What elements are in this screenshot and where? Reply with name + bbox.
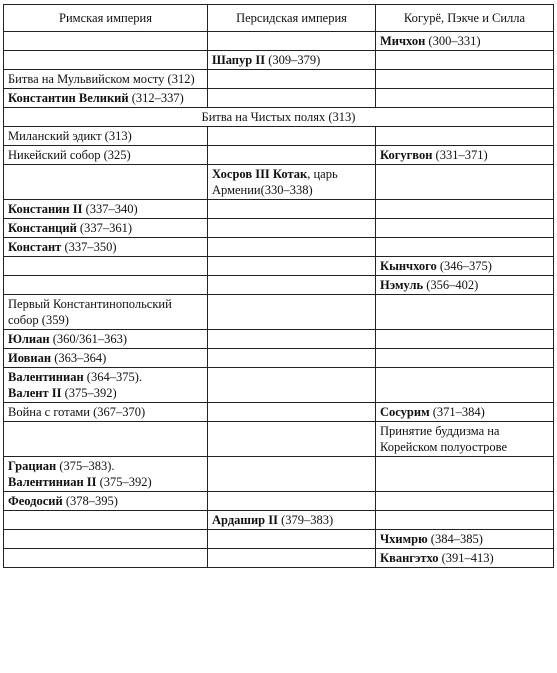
ruler-name: Нэмуль [380, 278, 424, 292]
table-row [4, 165, 554, 200]
table-row [4, 330, 554, 349]
table-row [4, 368, 554, 403]
cell-korean [376, 368, 554, 403]
cell-roman [4, 257, 208, 276]
cell-persian [208, 219, 376, 238]
cell-roman [4, 32, 208, 51]
cell-roman [4, 146, 208, 165]
table-row [4, 219, 554, 238]
entry-text: (363–364) [51, 351, 107, 365]
ruler-name: Констант [8, 240, 62, 254]
cell-persian [208, 530, 376, 549]
cell-korean [376, 238, 554, 257]
table-row [4, 238, 554, 257]
cell-korean [376, 165, 554, 200]
entry-text: (375–392) [96, 475, 152, 489]
cell-persian [208, 32, 376, 51]
cell-roman [4, 165, 208, 200]
cell-persian [208, 70, 376, 89]
ruler-name: Валент II [8, 386, 62, 400]
ruler-name: Чхимрю [380, 532, 428, 546]
cell-roman [4, 70, 208, 89]
table-row [4, 530, 554, 549]
cell-roman [4, 403, 208, 422]
cell-roman [4, 457, 208, 492]
cell-roman [4, 51, 208, 70]
cell-persian [208, 492, 376, 511]
cell-persian [208, 422, 376, 457]
cell-korean [376, 127, 554, 146]
cell-roman [4, 89, 208, 108]
cell-persian [208, 238, 376, 257]
ruler-name: Сосурим [380, 405, 430, 419]
entry-text: (309–379) [265, 53, 321, 67]
entry-text: (356–402) [423, 278, 479, 292]
cell-persian [208, 51, 376, 70]
table-row [4, 257, 554, 276]
entry-text: Битва на Мульвийском мосту (312) [8, 72, 195, 86]
cell-persian [208, 549, 376, 568]
entry-text: , царь Армении(330–338) [212, 167, 338, 197]
table-row [4, 422, 554, 457]
cell-korean [376, 146, 554, 165]
cell-persian [208, 165, 376, 200]
cell-roman [4, 530, 208, 549]
table-row [4, 146, 554, 165]
cell-korean [376, 349, 554, 368]
entry-text: Принятие буддизма на Корейском полуострове [380, 424, 508, 454]
entry-text: (360/361–363) [49, 332, 128, 346]
header-row [4, 5, 554, 32]
cell-persian [208, 276, 376, 295]
ruler-name: Грациан [8, 459, 57, 473]
entry-text: (371–384) [429, 405, 485, 419]
cell-korean [376, 530, 554, 549]
cell-roman [4, 295, 208, 330]
ruler-name: Мичхон [380, 34, 426, 48]
entry-text: (375–383). [56, 459, 115, 473]
cell-korean [376, 295, 554, 330]
cell-roman [4, 219, 208, 238]
entry-text: (378–395) [62, 494, 118, 508]
ruler-name: Кынчхого [380, 259, 437, 273]
cell-persian [208, 368, 376, 403]
cell-persian [208, 295, 376, 330]
cell-korean [376, 89, 554, 108]
ruler-name: Констанций [8, 221, 77, 235]
ruler-name: Ардашир II [212, 513, 278, 527]
ruler-name: Когугвон [380, 148, 433, 162]
entry-text: Никейский собор (325) [8, 148, 131, 162]
table-row [4, 349, 554, 368]
entry-text: Миланский эдикт (313) [8, 129, 132, 143]
cell-persian [208, 257, 376, 276]
entry-text: (331–371) [432, 148, 488, 162]
table-row [4, 549, 554, 568]
cell-roman [4, 511, 208, 530]
table-row [4, 32, 554, 51]
header-persian-empire: Персидская империя [208, 5, 376, 32]
cell-korean [376, 549, 554, 568]
cell-korean [376, 330, 554, 349]
ruler-name: Феодосий [8, 494, 63, 508]
cell-korean [376, 200, 554, 219]
ruler-name: Константин Великий [8, 91, 129, 105]
cell-persian [208, 403, 376, 422]
cell-persian [208, 200, 376, 219]
entry-text: (364–375). [83, 370, 142, 384]
entry-text: (375–392) [61, 386, 117, 400]
table-row [4, 511, 554, 530]
cell-korean [376, 32, 554, 51]
chronology-table [3, 4, 554, 568]
entry-text: (337–361) [76, 221, 132, 235]
table-row [4, 127, 554, 146]
cell-korean [376, 51, 554, 70]
table-row [4, 70, 554, 89]
cell-korean [376, 70, 554, 89]
cell-persian [208, 89, 376, 108]
cell-korean [376, 422, 554, 457]
cell-korean [376, 457, 554, 492]
ruler-name: Юлиан [8, 332, 50, 346]
cell-roman [4, 349, 208, 368]
cell-korean [376, 219, 554, 238]
cell-korean [376, 403, 554, 422]
cell-roman [4, 368, 208, 403]
cell-korean [376, 492, 554, 511]
cell-persian [208, 330, 376, 349]
cell-roman [4, 330, 208, 349]
cell-persian [208, 127, 376, 146]
entry-text: (312–337) [128, 91, 184, 105]
table-row [4, 200, 554, 219]
cell-roman [4, 549, 208, 568]
cell-roman [4, 276, 208, 295]
table-row [4, 89, 554, 108]
ruler-name: Констанин II [8, 202, 83, 216]
entry-text: Война с готами (367–370) [8, 405, 146, 419]
header-roman-empire: Римская империя [4, 5, 208, 32]
table-row [4, 276, 554, 295]
entry-text: (337–340) [82, 202, 138, 216]
ruler-name: Хосров III Котак [212, 167, 308, 181]
entry-text: (300–331) [425, 34, 481, 48]
cell-korean [376, 257, 554, 276]
table-row [4, 108, 554, 127]
cell-korean [376, 276, 554, 295]
cell-roman [4, 127, 208, 146]
ruler-name: Валентиниан II [8, 475, 97, 489]
ruler-name: Квангэтхо [380, 551, 439, 565]
entry-text: (391–413) [438, 551, 494, 565]
cell-roman [4, 238, 208, 257]
table-row [4, 457, 554, 492]
spanning-event-cell [4, 108, 554, 127]
table-row [4, 403, 554, 422]
header-korean-kingdoms: Когурё, Пэкче и Силла [376, 5, 554, 32]
entry-text: (384–385) [427, 532, 483, 546]
entry-text: (346–375) [436, 259, 492, 273]
entry-text: (337–350) [61, 240, 117, 254]
cell-roman [4, 492, 208, 511]
ruler-name: Иовиан [8, 351, 52, 365]
ruler-name: Валентиниан [8, 370, 84, 384]
ruler-name: Шапур II [212, 53, 266, 67]
table-row [4, 295, 554, 330]
entry-text: Первый Константинопольский собор (359) [8, 297, 172, 327]
cell-korean [376, 511, 554, 530]
entry-text: (379–383) [277, 513, 334, 527]
cell-roman [4, 200, 208, 219]
cell-persian [208, 146, 376, 165]
cell-persian [208, 457, 376, 492]
cell-persian [208, 349, 376, 368]
table-row [4, 492, 554, 511]
cell-persian [208, 511, 376, 530]
cell-roman [4, 422, 208, 457]
table-row [4, 51, 554, 70]
entry-text: Битва на Чистых полях (313) [201, 110, 356, 124]
